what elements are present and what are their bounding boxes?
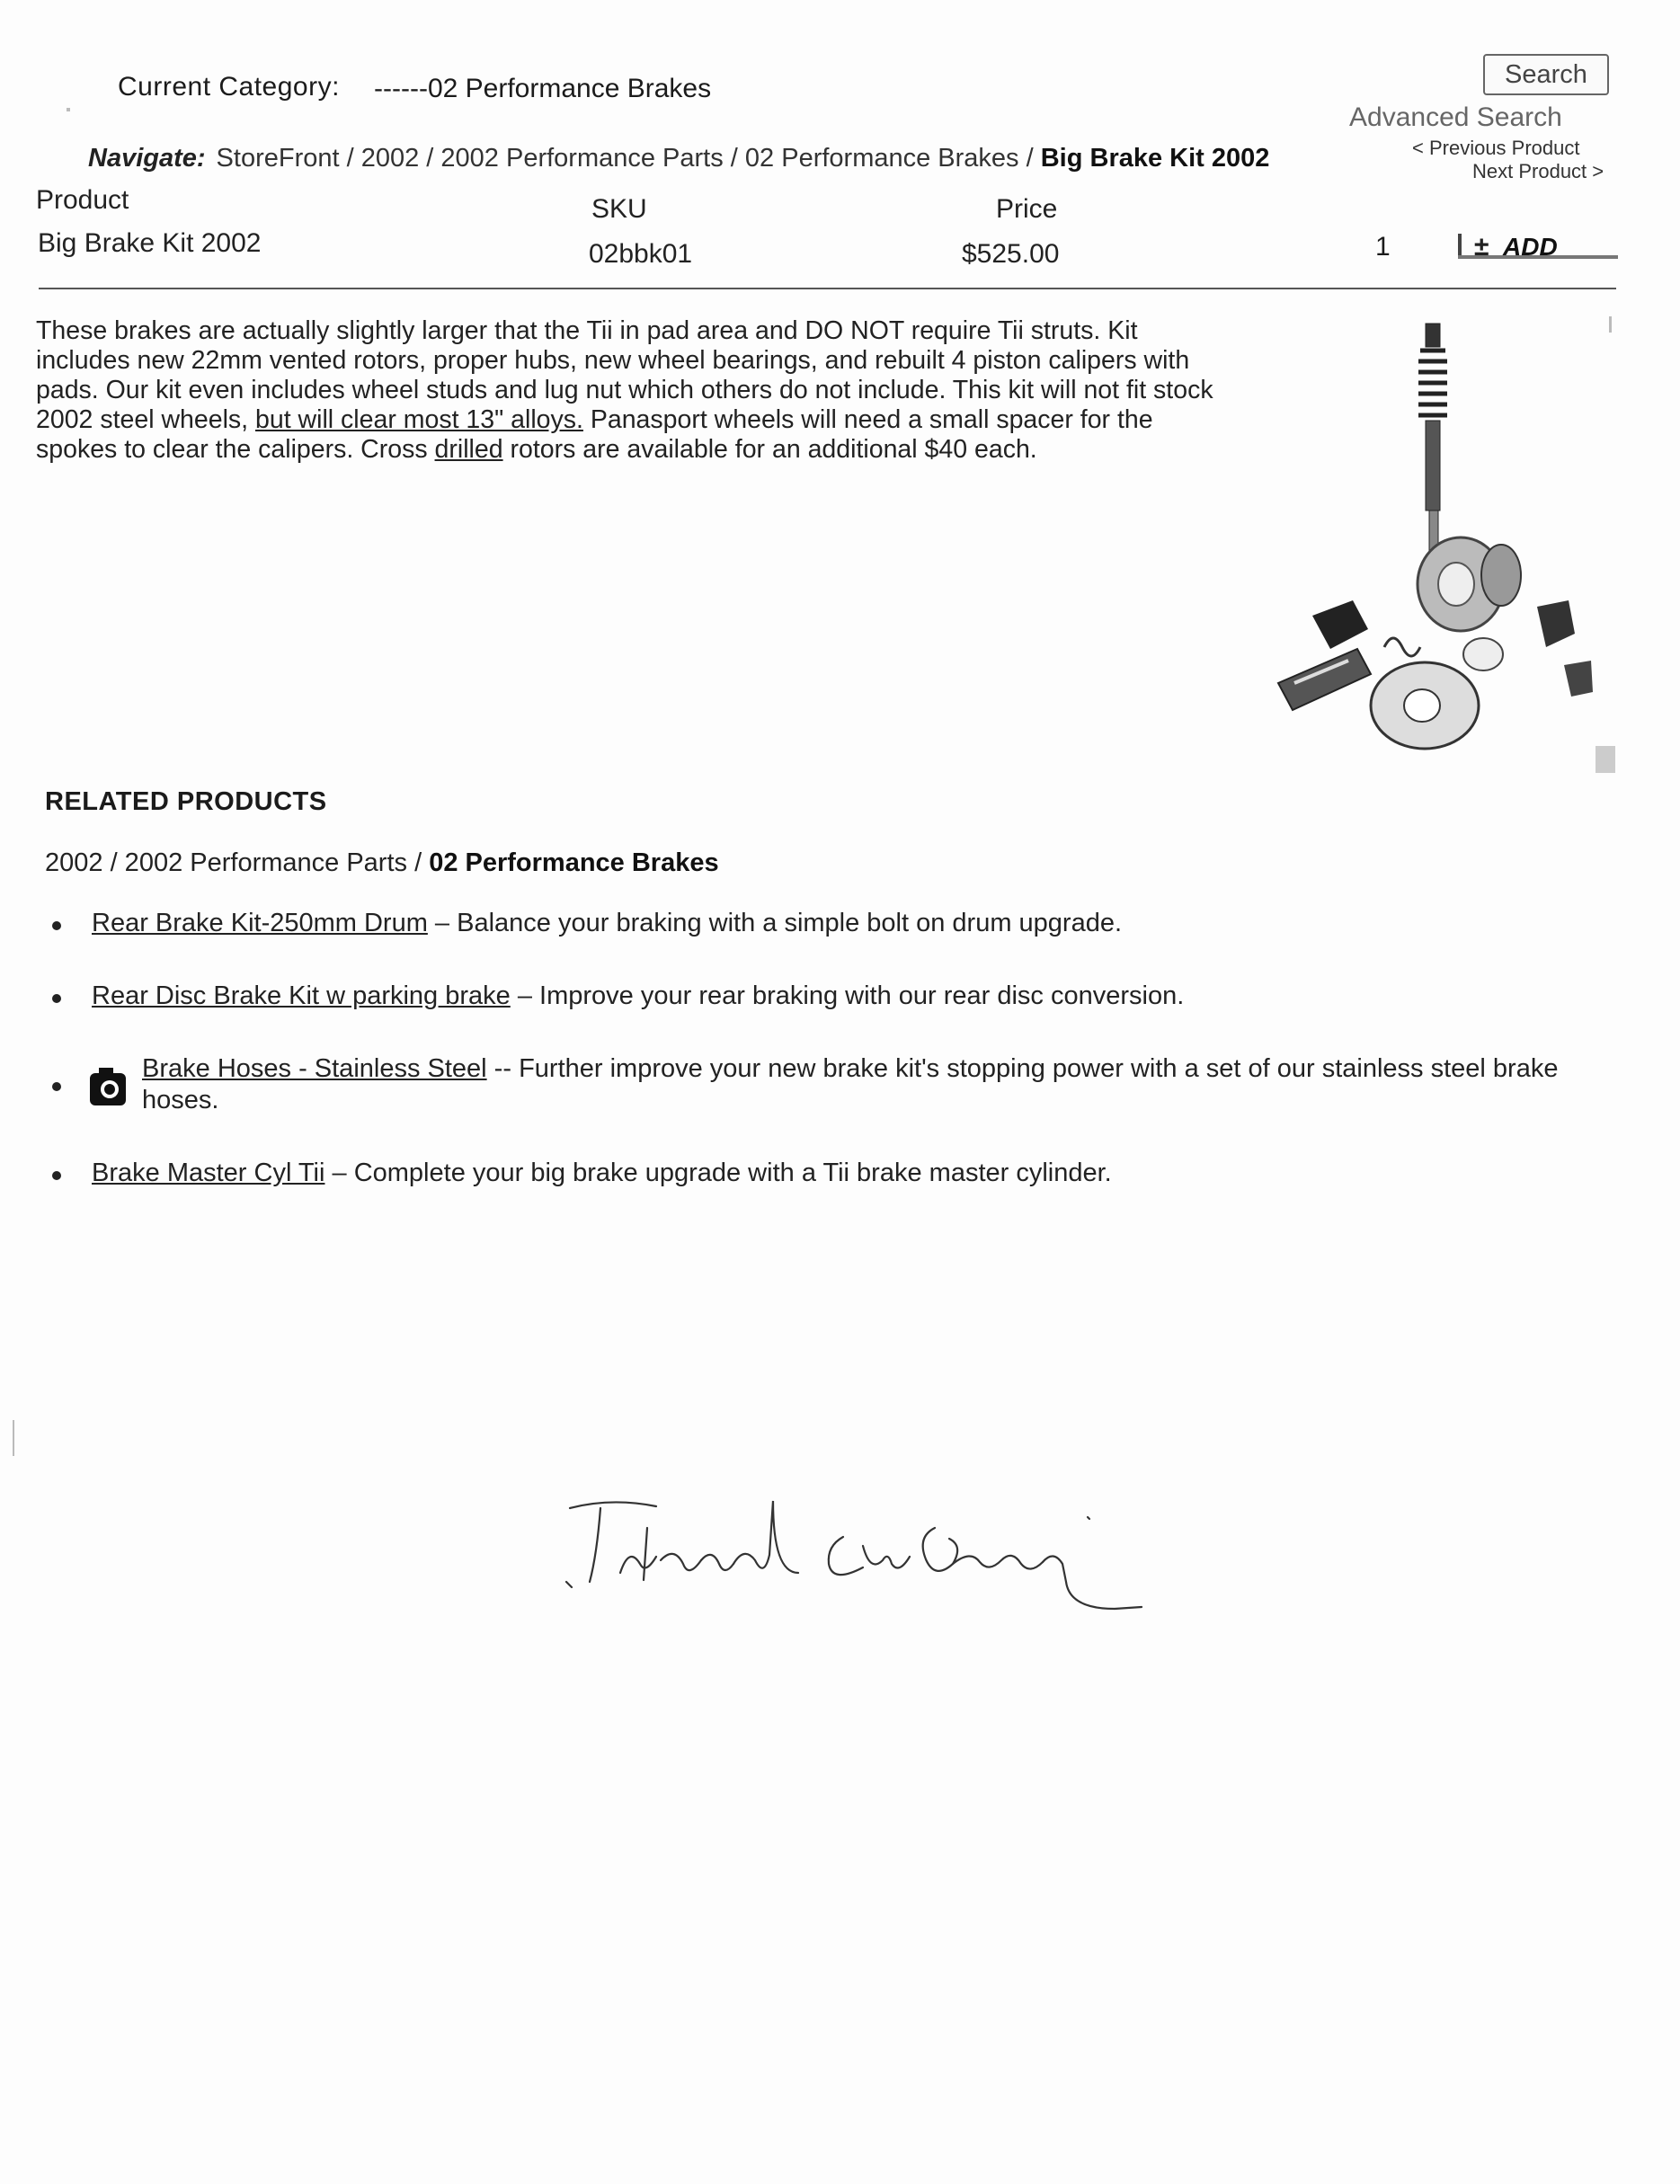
breadcrumb-separator: / <box>419 144 441 173</box>
list-item <box>45 1158 1573 1189</box>
breadcrumb-current: Big Brake Kit 2002 <box>1040 144 1270 173</box>
current-category-label: Current Category: <box>118 72 340 102</box>
next-product-link[interactable]: Next Product > <box>1472 160 1604 182</box>
divider <box>39 288 1616 289</box>
related-product-link[interactable]: Rear Brake Kit-250mm Drum <box>92 909 428 937</box>
product-description <box>36 316 1222 465</box>
price-column-header: Price <box>996 194 1058 224</box>
image-corner <box>1596 746 1615 773</box>
separator: – <box>324 1159 354 1187</box>
product-image <box>1267 315 1618 782</box>
add-button-edge <box>1458 234 1462 259</box>
add-button-label: ADD <box>1503 233 1558 261</box>
breadcrumb-link-performance-parts[interactable]: 2002 Performance Parts <box>440 144 724 173</box>
breadcrumb-link-storefront[interactable]: StoreFront <box>216 144 340 173</box>
related-products-heading: RELATED PRODUCTS <box>45 787 327 816</box>
related-products-list <box>45 908 1573 1189</box>
related-products-path <box>45 848 719 878</box>
strut-illustration <box>1418 324 1447 573</box>
separator: – <box>510 981 540 1010</box>
description-underlined: drilled <box>434 435 503 464</box>
description-text: Panasport wheels will need a small spacer for the spokes to clear the calipers. Cross <box>36 405 1153 464</box>
product-name: Big Brake Kit 2002 <box>38 228 262 258</box>
description-underlined: but will clear most 13" alloys. <box>255 405 583 434</box>
previous-product-link[interactable]: < Previous Product <box>1412 137 1580 159</box>
related-product-text: Complete your big brake upgrade with a Tii brake master cylinder. <box>353 1159 1112 1187</box>
rotor-illustration <box>1371 638 1503 749</box>
product-sku: 02bbk01 <box>589 239 693 269</box>
breadcrumb-link-2002[interactable]: 2002 <box>360 144 420 173</box>
hub-illustration <box>1418 537 1521 631</box>
product-column-header: Product <box>36 185 129 215</box>
breadcrumb-separator: / <box>1018 144 1041 173</box>
breadcrumb-link-performance-brakes[interactable]: 02 Performance Brakes <box>744 144 1019 173</box>
product-price: $525.00 <box>962 239 1060 269</box>
separator: – <box>427 909 458 937</box>
advanced-search-link[interactable]: Advanced Search <box>1349 102 1562 132</box>
list-item <box>45 981 1573 1012</box>
handwritten-signature <box>557 1474 1438 1627</box>
separator: -- <box>486 1054 520 1083</box>
list-item <box>45 908 1573 939</box>
list-item <box>45 1053 1573 1116</box>
related-path-prefix: 2002 / 2002 Performance Parts / <box>45 848 430 877</box>
scan-speck <box>1609 316 1612 333</box>
navigate-label: Navigate: <box>88 144 206 173</box>
bullet <box>52 921 61 930</box>
plus-icon: ± <box>1474 232 1489 262</box>
related-product-link[interactable]: Rear Disc Brake Kit w parking brake <box>92 981 511 1010</box>
sku-column-header: SKU <box>591 194 647 224</box>
related-product-text: Balance your braking with a simple bolt on drum upgrade. <box>457 909 1123 937</box>
breadcrumb <box>88 144 1269 173</box>
quantity-field[interactable]: 1 <box>1375 232 1391 262</box>
scan-speck <box>13 1420 14 1456</box>
related-product-text: Improve your rear braking with our rear disc conversion. <box>539 981 1185 1010</box>
description-text: rotors are available for an additional $40 each. <box>502 435 1037 464</box>
scan-speck <box>67 108 70 111</box>
description-text: These brakes are actually slightly larger that the Tii in pad area and DO NOT require Tii struts. Kit includes new 22mm vented rotors, proper hubs, new wheel bearings, and rebuilt 4 piston calipers with pads. Our kit even includes wheel studs and lug nut which others do not include. This kit will not fit stock 2002 steel wheels, <box>36 316 1213 434</box>
breadcrumb-separator: / <box>339 144 361 173</box>
pad-box-illustration <box>1278 649 1371 710</box>
bullet <box>52 1171 61 1180</box>
related-path-current: 02 Performance Brakes <box>429 848 719 877</box>
bullet <box>52 994 61 1003</box>
camera-icon[interactable] <box>88 1066 131 1107</box>
current-category-value: ------02 Performance Brakes <box>374 74 712 103</box>
search-button[interactable]: Search <box>1483 54 1609 95</box>
related-product-link[interactable]: Brake Master Cyl Tii <box>92 1159 325 1187</box>
related-product-text: Further improve your new brake kit's stopping power with a set of our stainless steel brake hoses. <box>142 1054 1559 1114</box>
bullet <box>52 1082 61 1091</box>
breadcrumb-separator: / <box>723 144 745 173</box>
add-to-cart-button[interactable] <box>1458 228 1618 264</box>
related-product-link[interactable]: Brake Hoses - Stainless Steel <box>142 1054 487 1083</box>
